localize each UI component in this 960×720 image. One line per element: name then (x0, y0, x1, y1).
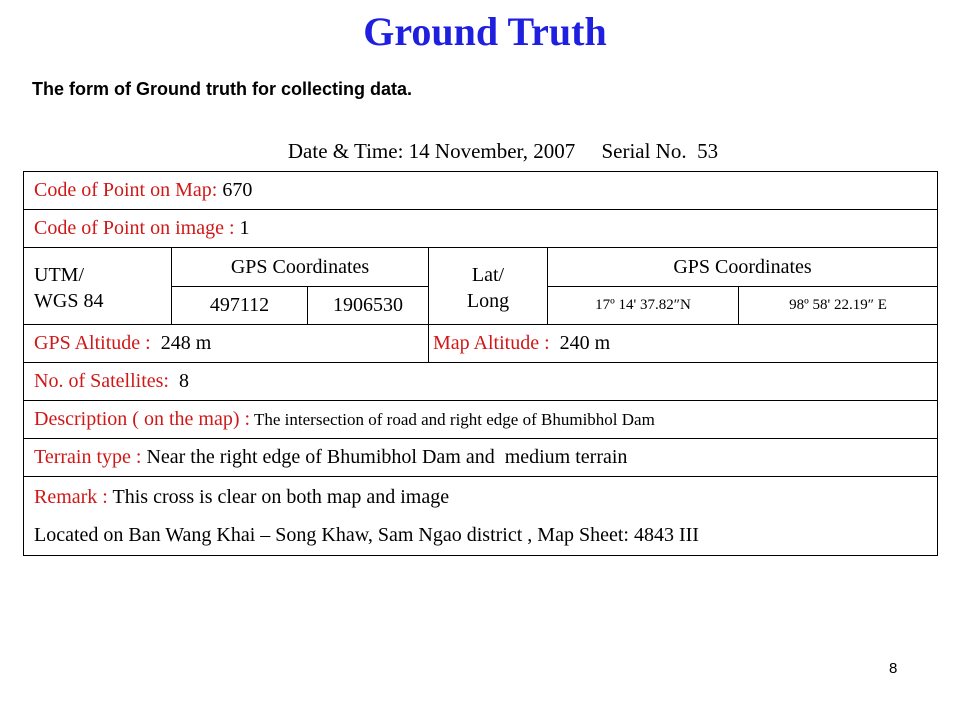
gps-altitude-label: GPS Altitude : (34, 332, 151, 354)
latitude-value: 17º 14' 37.82″N (548, 287, 739, 325)
terrain-cell (24, 439, 938, 477)
utm-northing: 1906530 (308, 287, 429, 325)
remark-label: Remark : (34, 486, 108, 508)
code-on-image-label: Code of Point on image : (34, 217, 235, 239)
code-on-map-cell (24, 172, 938, 210)
location-line: Located on Ban Wang Khai – Song Khaw, Sam Ngao district , Map Sheet: 4843 III (34, 524, 699, 546)
code-on-map-label: Code of Point on Map: (34, 179, 218, 201)
code-on-image-cell (24, 210, 938, 248)
row-terrain (24, 439, 938, 477)
ground-truth-form-table (23, 171, 938, 556)
satellites-value: 8 (168, 370, 189, 392)
row-remark (24, 477, 938, 556)
gps-altitude-cell (24, 325, 429, 363)
remark-cell (24, 477, 938, 556)
satellites-cell (24, 363, 938, 401)
remark-line (34, 478, 937, 516)
terrain-value: Near the right edge of Bhumibhol Dam and medium terrain (141, 446, 628, 468)
longitude-value: 98º 58' 22.19″ E (739, 287, 938, 325)
lat-label: Lat/ (471, 264, 505, 286)
long-label: Long (466, 290, 510, 312)
gps-coordinates-header-utm: GPS Coordinates (172, 248, 429, 287)
latlong-label-cell (429, 248, 548, 325)
row-description (24, 401, 938, 439)
map-altitude-label: Map Altitude : (433, 332, 550, 354)
row-code-on-image (24, 210, 938, 248)
row-gps-header (24, 248, 938, 287)
description-value: The intersection of road and right edge of Bhumibhol Dam (250, 410, 655, 429)
wgs-label: WGS 84 (34, 290, 104, 312)
description-cell (24, 401, 938, 439)
gps-coordinates-header-latlong: GPS Coordinates (548, 248, 938, 287)
page-title: Ground Truth (363, 9, 607, 54)
code-on-map-value: 670 (217, 179, 253, 201)
row-satellites (24, 363, 938, 401)
description-label: Description ( on the map) : (34, 408, 251, 430)
row-altitude (24, 325, 938, 363)
remark-value: This cross is clear on both map and image (107, 486, 450, 508)
map-altitude-value: 240 m (549, 332, 611, 354)
map-altitude-cell (429, 325, 938, 363)
terrain-label: Terrain type : (34, 446, 142, 468)
row-code-on-map (24, 172, 938, 210)
page-number: 8 (889, 660, 898, 677)
form-subtitle: The form of Ground truth for collecting data. (32, 79, 412, 99)
code-on-image-value: 1 (234, 217, 250, 239)
utm-label-cell (24, 248, 172, 325)
utm-easting: 497112 (172, 287, 308, 325)
date-time-serial: Date & Time: 14 November, 2007 Serial No. 53 (287, 139, 719, 163)
satellites-label: No. of Satellites: (34, 370, 169, 392)
utm-label: UTM/ (34, 264, 84, 286)
gps-altitude-value: 248 m (150, 332, 212, 354)
